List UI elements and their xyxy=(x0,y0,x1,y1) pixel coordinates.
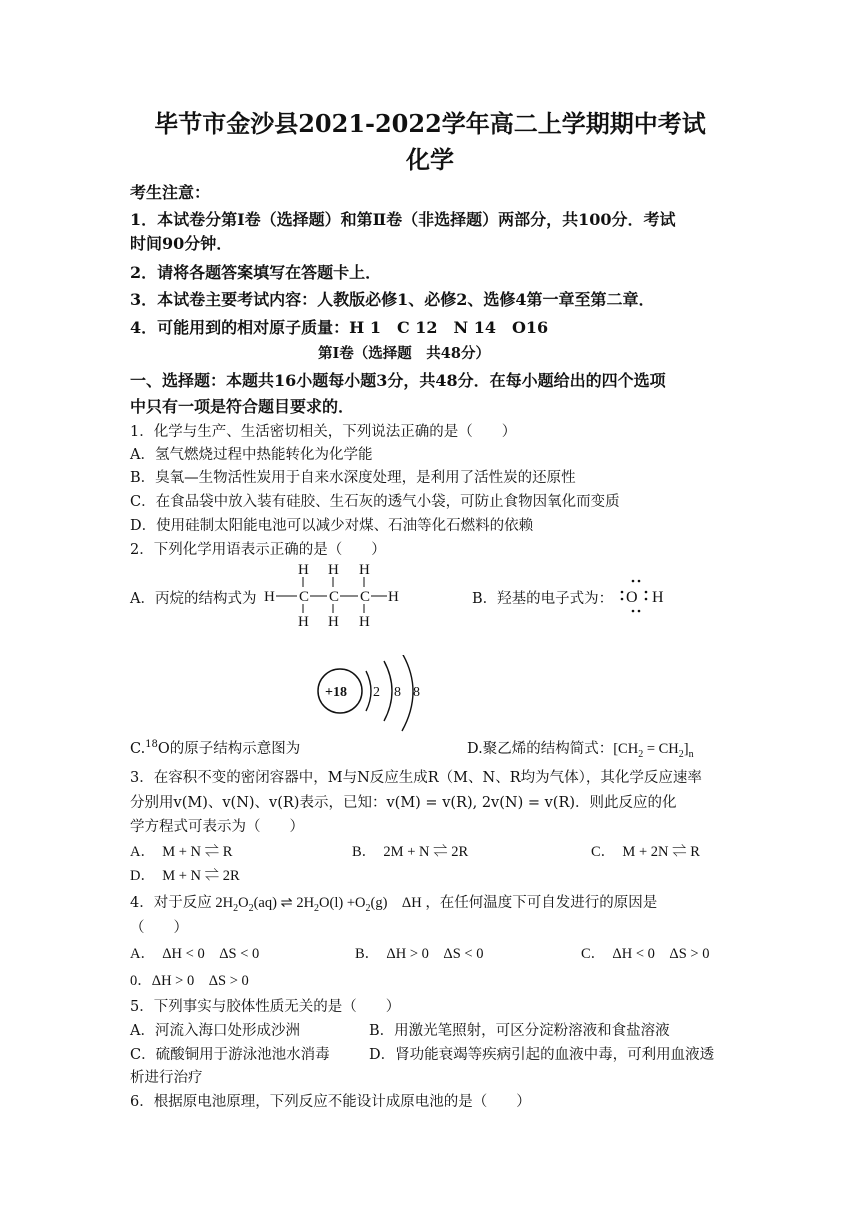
notice-item-2: 2．请将各题答案填写在答题卡上． xyxy=(130,263,382,282)
q1-option-a: A．氢气燃烧过程中热能转化为化学能 xyxy=(130,447,373,463)
svg-text:C: C xyxy=(329,589,340,605)
q4-option-b: B． ΔH > 0 ΔS < 0 xyxy=(355,946,484,962)
hydroxyl-electron-formula xyxy=(616,578,672,614)
q2-option-c-prefix: C. xyxy=(130,741,146,757)
exam-subject: 化学 xyxy=(406,145,454,174)
q4-stem-end: ，在任何温度下可自发进行的原因是 xyxy=(425,895,658,911)
q1-option-d: D．使用硅制太阳能电池可以减少对煤、石油等化石燃料的依赖 xyxy=(130,518,534,534)
q5-option-b: B．用激光笔照射，可区分淀粉溶液和食盐溶液 xyxy=(369,1023,670,1039)
q4-option-a: A． ΔH < 0 ΔS < 0 xyxy=(130,946,260,962)
q5-option-a: A．河流入海口处形成沙洲 xyxy=(130,1023,300,1039)
propane-structure-diagram xyxy=(262,560,402,628)
q3-option-d: D． M + N ⇌ 2R xyxy=(130,868,240,884)
q4-stem-paren: （ ） xyxy=(130,920,188,936)
notice-item-1-cont: 时间90分钟． xyxy=(130,234,233,253)
q5-option-c: C．硫酸铜用于游泳池池水消毒 xyxy=(130,1047,330,1063)
svg-text:H: H xyxy=(328,562,339,578)
q4-option-c: C． ΔH < 0 ΔS > 0 xyxy=(581,946,710,962)
q4-reaction-equation: $2H_2O_2(aq)$ ⇌ $2H_2O(l) +O_2(g)$ ΔH xyxy=(211,895,426,914)
q3-stem: 3．在容积不变的密闭容器中，M与N反应生成R（M、N、R均为气体），其化学反应速率 xyxy=(130,770,702,786)
q2-option-d xyxy=(467,737,694,760)
q2-stem: 2．下列化学用语表示正确的是（ ） xyxy=(130,542,386,558)
shell-1-electrons: 2 xyxy=(373,685,380,700)
svg-text:H: H xyxy=(328,614,339,628)
q6-stem: 6．根据原电池原理，下列反应不能设计成原电池的是（ ） xyxy=(130,1094,531,1110)
q4-stem-start: 4．对于反应 xyxy=(130,895,212,911)
q3-stem-end: 学方程式可表示为（ ） xyxy=(130,819,304,835)
q3-option-a: A． M + N ⇌ R xyxy=(130,844,233,860)
q1-option-c: C．在食品袋中放入装有硅胶、生石灰的透气小袋，可防止食物因氧化而变质 xyxy=(130,494,620,510)
q2-option-b-label: B．羟基的电子式为： xyxy=(472,591,614,607)
q2-option-c-label: O的原子结构示意图为 xyxy=(157,741,301,757)
isotope-mass-number: 18 xyxy=(145,739,158,751)
q3-option-b: B． 2M + N ⇌ 2R xyxy=(352,844,469,860)
section-intro: 一、选择题：本题共16小题每小题3分，共48分．在每小题给出的四个选项 xyxy=(130,371,666,390)
svg-text:H: H xyxy=(264,589,275,605)
q3-stem-cont: 分别用v(M)、v(N)、v(R)表示，已知：v(M) = v(R), 2v(N) = v(R)．则此反应的化 xyxy=(130,795,677,811)
q3-option-c: C． M + 2N ⇌ R xyxy=(591,844,700,860)
shell-2-electrons: 8 xyxy=(394,685,401,700)
svg-text:H: H xyxy=(298,614,309,628)
shell-3-electrons: 8 xyxy=(413,685,420,700)
notice-item-3: 3．本试卷主要考试内容：人教版必修1、必修2、选修4第一章至第二章． xyxy=(130,290,655,309)
q1-stem: 1．化学与生产、生活密切相关，下列说法正确的是（ ） xyxy=(130,424,517,440)
svg-text:C: C xyxy=(360,589,371,605)
section-title: 第Ⅰ卷（选择题 共48分） xyxy=(318,345,490,362)
svg-text:H: H xyxy=(359,614,370,628)
exam-title: 毕节市金沙县2021-2022学年高二上学期期中考试 xyxy=(154,109,706,138)
svg-text:H: H xyxy=(359,562,370,578)
nucleus-charge: +18 xyxy=(325,685,347,700)
q2-option-d-label: D.聚乙烯的结构简式： xyxy=(467,741,614,757)
q4-option-d: 0．ΔH > 0 ΔS > 0 xyxy=(130,973,249,989)
notice-item-4: 4．可能用到的相对原子质量：H 1 C 12 N 14 O16 xyxy=(130,318,549,337)
atom-structure-diagram xyxy=(310,655,440,735)
q5-stem: 5．下列事实与胶体性质无关的是（ ） xyxy=(130,999,401,1015)
svg-text:O: O xyxy=(626,589,638,606)
section-intro-cont: 中只有一项是符合题目要求的． xyxy=(130,397,355,416)
notice-item-1: 1．本试卷分第Ⅰ卷（选择题）和第Ⅱ卷（非选择题）两部分，共100分．考试 xyxy=(130,210,676,229)
q2-option-a-label: A．丙烷的结构式为 xyxy=(130,591,257,607)
q5-option-d-cont: 析进行治疗 xyxy=(130,1070,203,1086)
q4-stem xyxy=(130,891,657,914)
polyethylene-formula: $[CH_2 = CH_2]_n$ xyxy=(613,741,694,760)
q2-option-c xyxy=(130,737,300,758)
q5-option-d: D．肾功能衰竭等疾病引起的血液中毒，可利用血液透 xyxy=(369,1047,715,1063)
svg-text:C: C xyxy=(299,589,310,605)
svg-text:H: H xyxy=(298,562,309,578)
svg-text:H: H xyxy=(388,589,399,605)
q1-option-b: B．臭氧—生物活性炭用于自来水深度处理，是利用了活性炭的还原性 xyxy=(130,470,576,486)
notice-heading: 考生注意： xyxy=(130,183,211,202)
svg-text:H: H xyxy=(652,589,664,606)
